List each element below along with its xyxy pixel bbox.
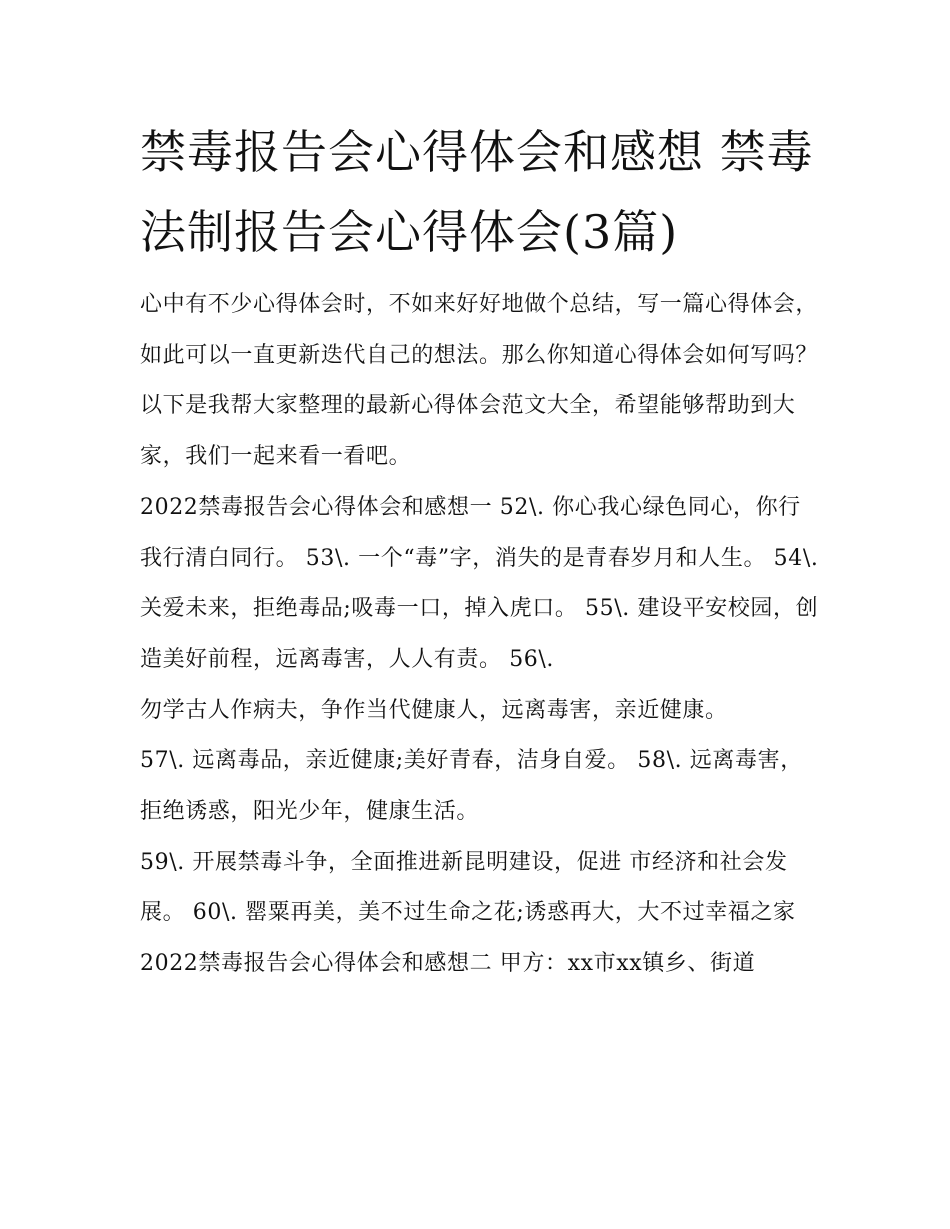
paragraph-intro: 心中有不少心得体会时，不如来好好地做个总结，写一篇心得体会，如此可以一直更新迭代自己的想法。那么你知道心得体会如何写吗？以下是我帮大家整理的最新心得体会范文大全，希望能够帮助到大家，我们一起来看一看吧。 <box>140 292 819 470</box>
paragraph-slogan-56: 勿学古人作病夫，争作当代健康人，远离毒害，亲近健康。 <box>140 697 728 723</box>
paragraph-slogans-57-58: 57\. 远离毒品，亲近健康;美好青春，洁身自爱。 58\. 远离毒害，拒绝诱惑，阳光少年，健康生活。 <box>140 748 803 825</box>
document-title: 禁毒报告会心得体会和感想 禁毒法制报告会心得体会(3篇) <box>140 125 814 259</box>
paragraph-slogans-55: 关爱未来，拒绝毒品;吸毒一口，掉入虎口。 55\. 建设平安校园，创造美好前程，远离毒害，人人有责。 56\. <box>140 596 819 672</box>
document-body <box>140 280 820 990</box>
paragraph-slogans-59-60: 59\. 开展禁毒斗争，全面推进新昆明建设，促进 市经济和社会发展。 60\. 罂粟再美，美不过生命之花;诱惑再大，大不过幸福之家 <box>140 849 796 926</box>
paragraph-section-one-start: 2022禁毒报告会心得体会和感想一 52\. 你心我心绿色同心，你行我行清白同行。 53\. 一个“毒”字，消失的是青春岁月和人生。 54\. <box>140 494 819 571</box>
paragraph-section-two-start: 2022禁毒报告会心得体会和感想二 甲方：xx市xx镇乡、街道 <box>140 951 756 977</box>
